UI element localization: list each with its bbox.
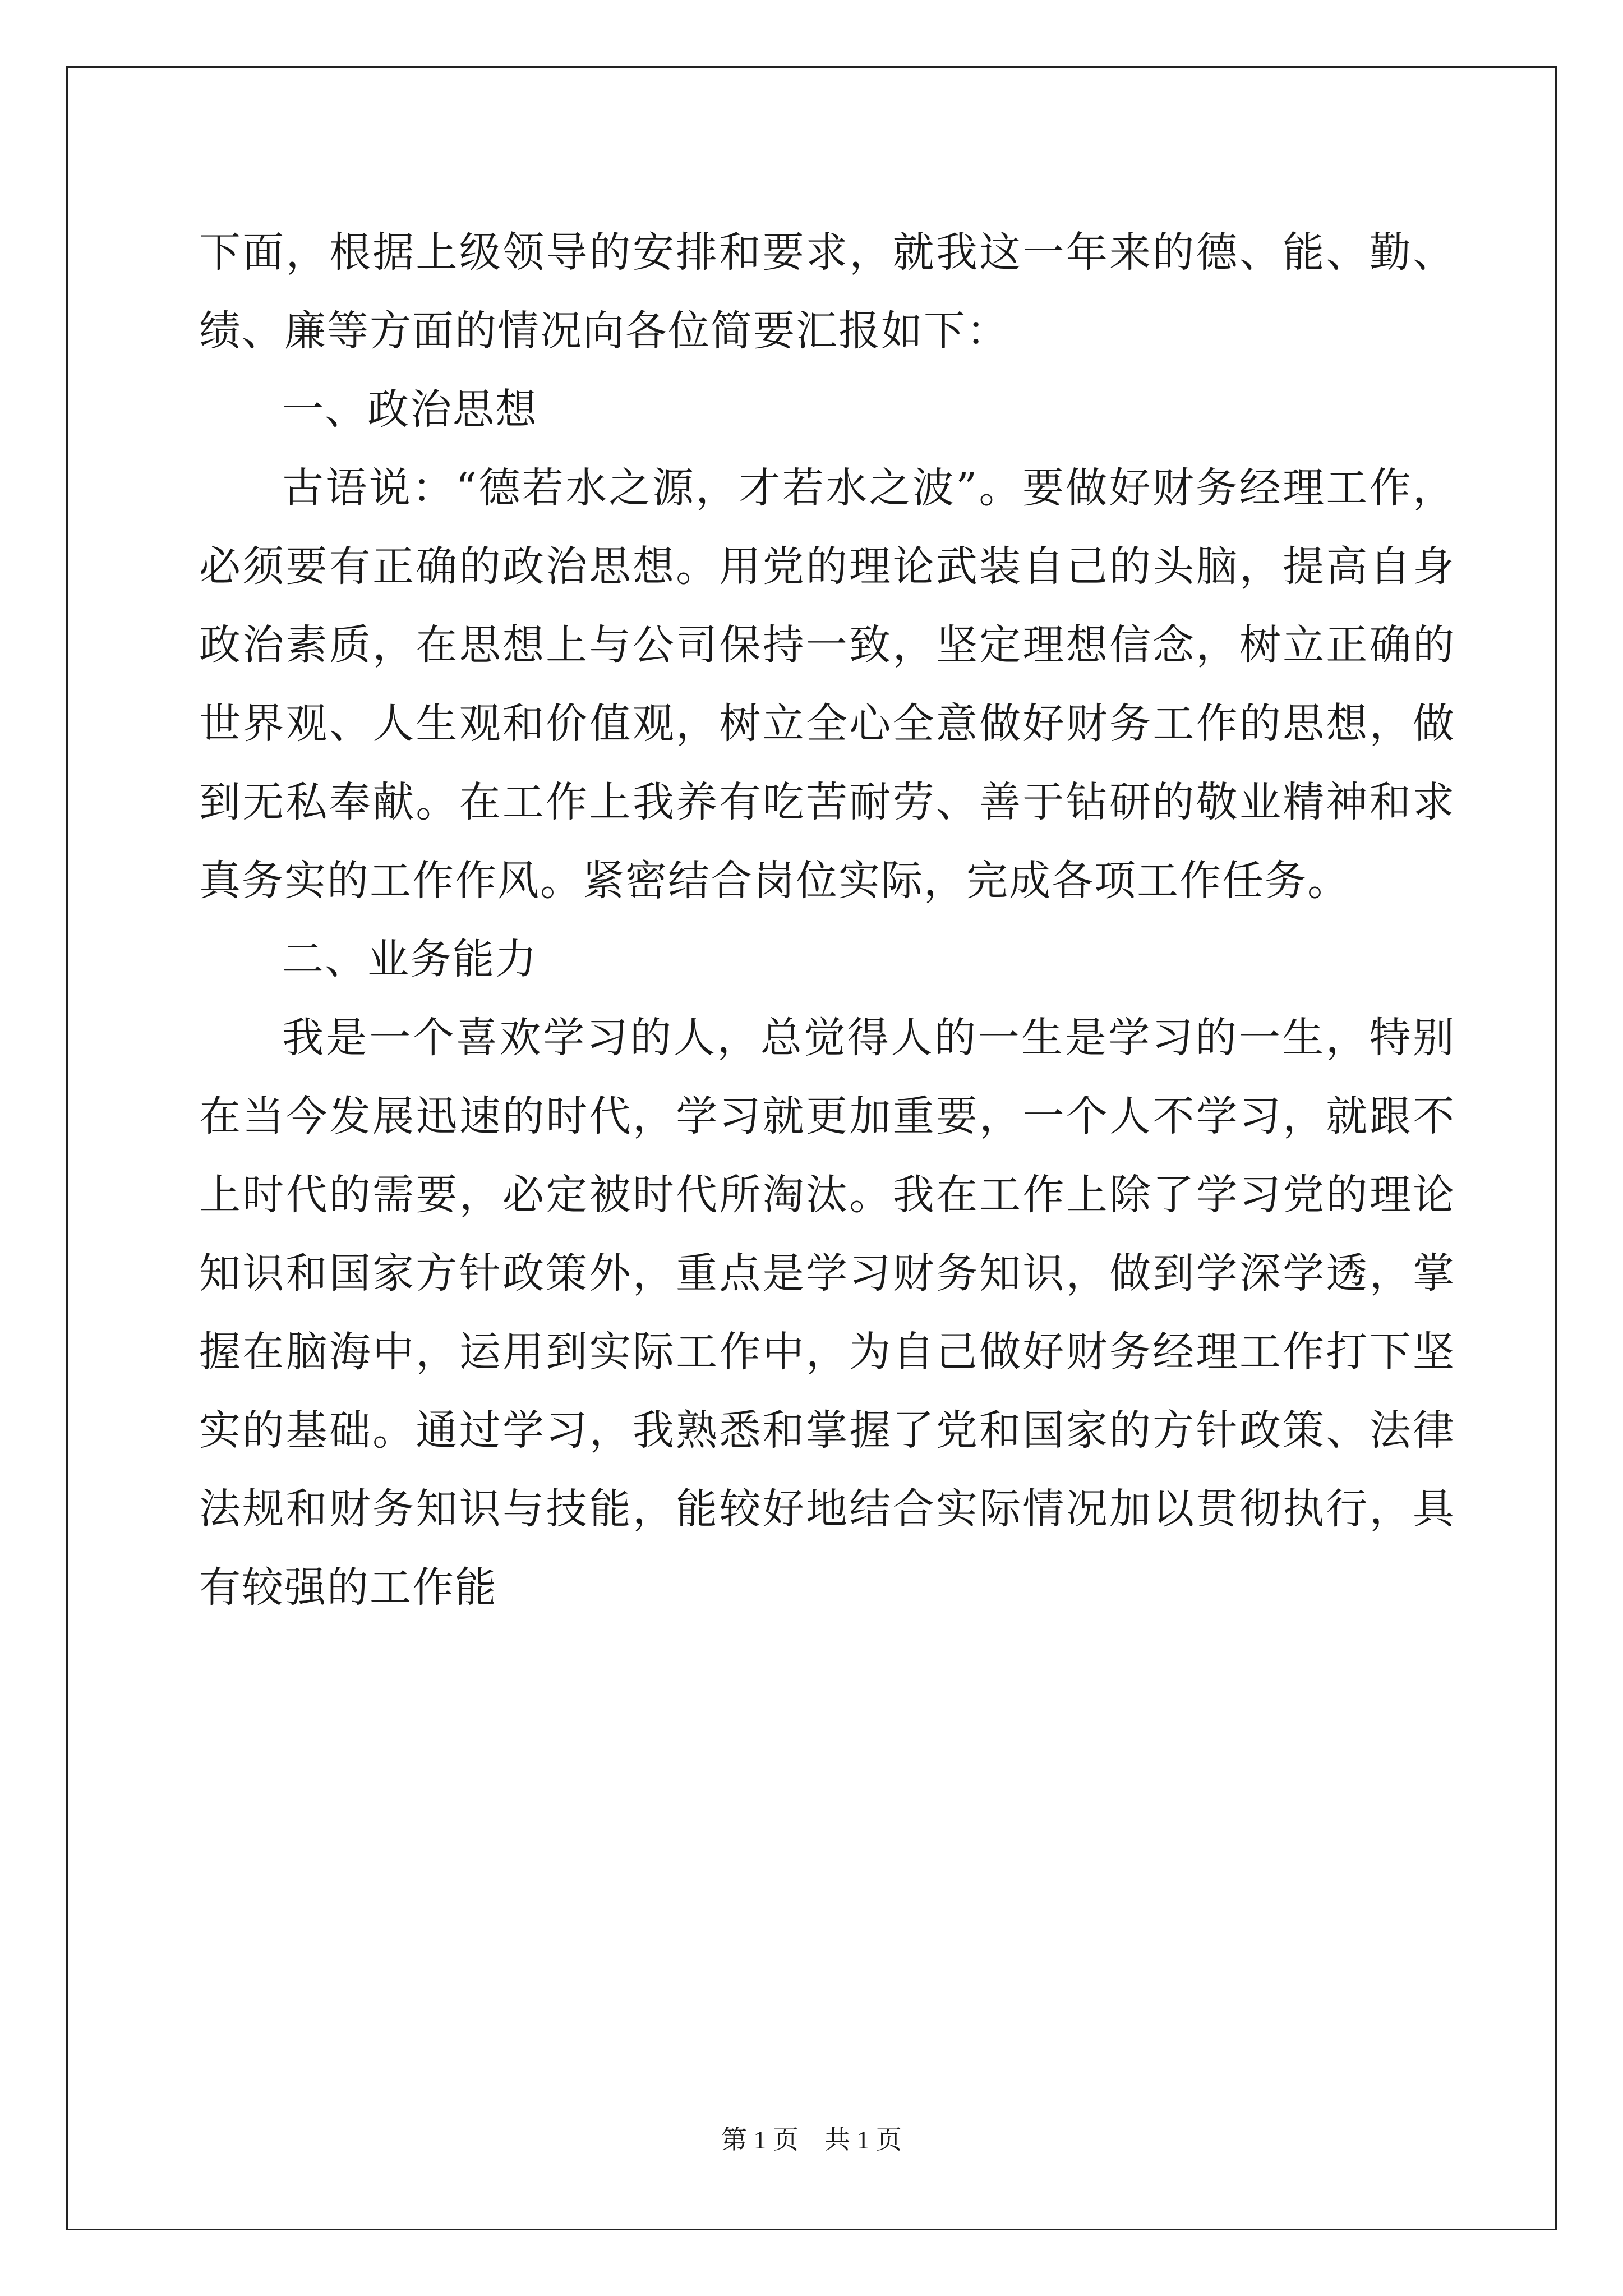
document-body [199,213,1455,1627]
paragraph-intro: 下面，根据上级领导的安排和要求，就我这一年来的德、能、勤、绩、廉等方面的情况向各位简要汇报如下： [199,228,1455,355]
paragraph-business-ability: 我是一个喜欢学习的人，总觉得人的一生是学习的一生，特别在当今发展迅速的时代，学习就更加重要，一个人不学习，就跟不上时代的需要，必定被时代所淘汰。我在工作上除了学习党的理论知识和国家方针政策外，重点是学习财务知识，做到学深学透，掌握在脑海中，运用到实际工作中，为自己做好财务经理工作打下坚实的基础。通过学习，我熟悉和掌握了党和国家的方针政策、法律法规和财务知识与技能，能较好地结合实际情况加以贯彻执行，具有较强的工作能 [199,1014,1455,1612]
paragraph-political-thought: 古语说：“德若水之源，才若水之波”。要做好财务经理工作，必须要有正确的政治思想。用党的理论武装自己的头脑，提高自身政治素质，在思想上与公司保持一致，坚定理想信念，树立正确的世界观、人生观和价值观，树立全心全意做好财务工作的思想，做到无私奉献。在工作上我养有吃苦耐劳、善于钻研的敬业精神和求真务实的工作作风。紧密结合岗位实际，完成各项工作任务。 [199,464,1455,905]
heading-business-ability: 二、业务能力 [282,935,538,983]
heading-political-thought: 一、政治思想 [282,385,538,434]
page-footer: 第 1 页 共 1 页 [721,2125,902,2154]
